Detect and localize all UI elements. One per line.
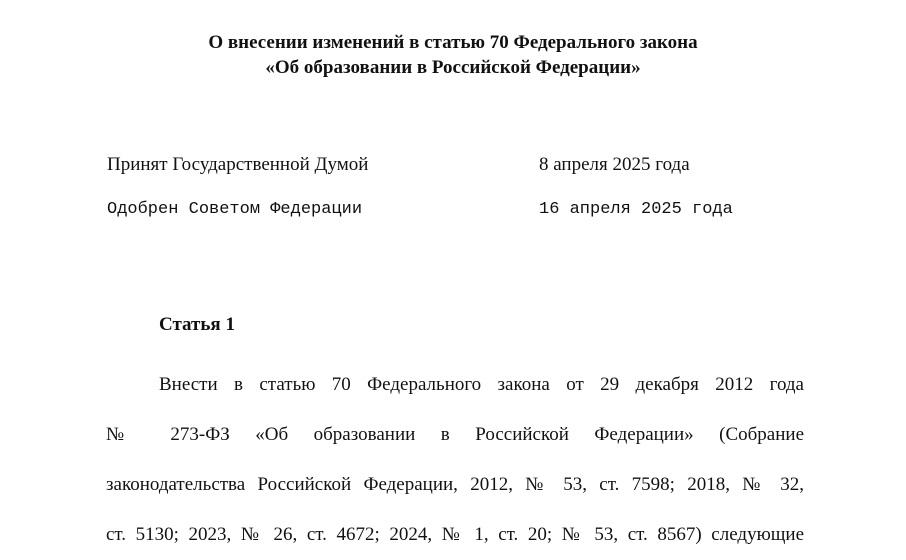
body-line: ст. 5130; 2023, № 26, ст. 4672; 2024, № 1, ст. 20; № 53, ст. 8567) следующие [106,524,804,545]
body-line: законодательства Российской Федерации, 2012, № 53, ст. 7598; 2018, № 32, [106,474,804,495]
title-line-1: О внесении изменений в статью 70 Федерального закона [208,32,698,53]
article-body [106,360,804,560]
article-heading: Статья 1 [159,314,235,335]
adopted-label: Принят Государственной Думой [107,154,369,175]
adopted-date: 8 апреля 2025 года [539,154,690,175]
body-line: Внести в статью 70 Федерального закона от 29 декабря 2012 года [159,374,804,395]
approved-row [0,200,906,226]
approved-date: 16 апреля 2025 года [539,200,733,219]
body-line: № 273-ФЗ «Об образовании в Российской Федерации» (Собрание [106,424,804,445]
document-title [0,30,906,80]
approved-label: Одобрен Советом Федерации [107,200,363,219]
title-line-2: «Об образовании в Российской Федерации» [265,57,641,78]
adopted-row [0,154,906,180]
